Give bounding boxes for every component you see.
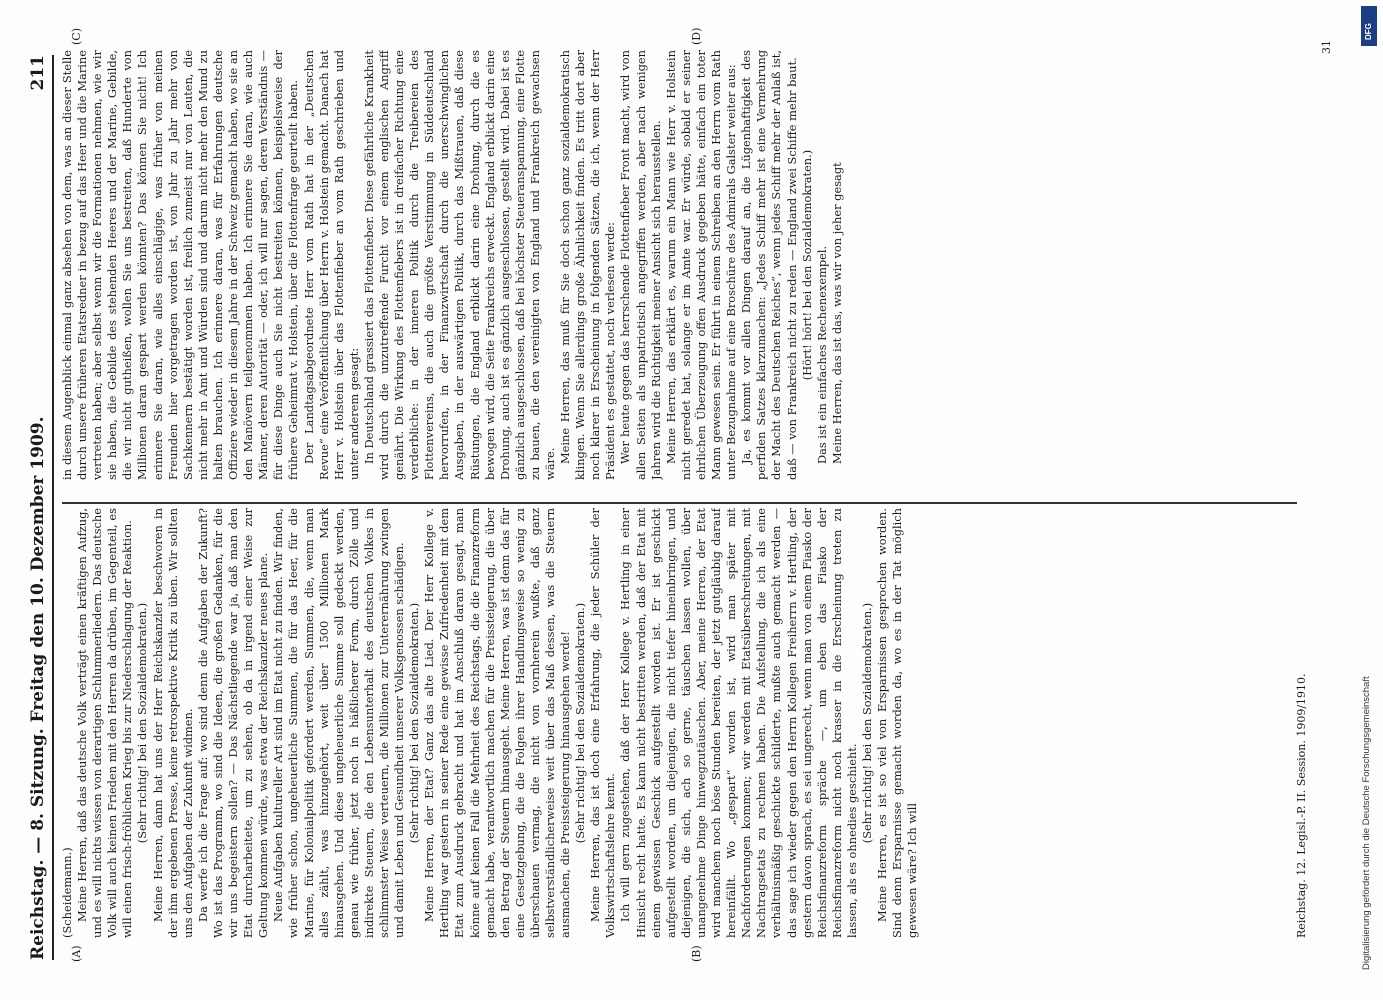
footer-source: Reichstag. 12. Legisl.-P. II. Session. 1909/1910.	[1295, 673, 1308, 938]
funding-notice-text: Digitalisierung gefördert durch die Deutsche Forschungsgemeinschaft	[1361, 676, 1372, 970]
quotation: In Deutschland grassiert das Flottenfieber. Diese gefährliche Krankheit wird durch die unzutreffende Furcht vor einem englischen Angriff genährt. Die Wirkung des Flottenfiebers ist in dreifacher Richtung eine verderbliche: in der inneren Politik durch die Treibereien des Flottenvereins, die auch die größte Verstimmung in Süddeutschland hervorrufen, in der Finanzwirtschaft durch die unerschwinglichen Ausgaben, in der auswärtigen Politik, durch das Mißtrauen, daß diese Rüstungen, die England erblickt darin eine Drohung, durch die es bewogen wird, die Seite Frankreichs erweckt. England erblickt darin eine Drohung, auch ist es gänzlich ausgeschlossen, gestellt wird. Dabei ist es gänzlich ausgeschlossen, daß bei höchster Steueranspannung, eine Flotte zu bauen, die den vereinigten von England und Frankreich gewachsen wäre.	[361, 50, 557, 480]
paragraph: Der Landtagsabgeordnete Herr vom Rath hat in der „Deutschen Revue“ eine Veröffentlichung über Herrn v. Holstein gemacht. Danach hat Herr v. Holstein über das Flottenfieber an vom Rath geschrieben und unter anderem gesagt:	[301, 50, 361, 480]
quotation: Ja, es kommt vor allen Dingen darauf an, die Lügenhaftigkeit des perfiden Satzes klarzumachen: „Jedes Schiff mehr ist eine Vermehrung der Macht des Deutschen Reiches“, wenn jedes Schiff mehr der Anlaß ist, daß — von Frankreich nicht zu reden — England zwei Schiffe mehr baut.	[739, 50, 799, 480]
margin-letter-b: (B)	[690, 945, 703, 962]
paragraph: Meine Herren, der Etat? Ganz das alte Lied. Der Herr Kollege v. Hertling war gestern in seiner Rede eine gewisse Zufriedenheit mit dem Etat zum Ausdruck gebracht und hat im Anschluß daran gesagt, man könne auf keinen Fall die Mehrheit des Reichstags, die die Finanzreform gemacht habe, verantwortlich machen für die Preissteigerung, die über den Betrag der Steuern hinausgeht. Meine Herren, was ist denn das für eine Gesetzgebung, die die Folgen ihrer Handlungsweise so wenig zu überschauen vermag, die nicht von vornherein wußte, daß ganz selbstverständlicherweise weit über das Maß dessen, was die Steuern ausmachen, die Preissteigerung hinausgehen werde!	[422, 508, 573, 938]
paragraph: Meine Herren, das muß für Sie doch schon ganz sozialdemokratisch klingen. Wenn Sie allerdings große Ähnlichkeit finden. Es tritt dort aber noch klarer in Erscheinung in folgenden Sätzen, die ich, wenn der Herr Präsident es gestattet, noch verlesen werde:	[558, 50, 618, 480]
paragraph: Meine Herren, daß das deutsche Volk verträgt einen kräftigen Aufzug, und es will nichts wissen von derartigen Schlummerliedern. Das deutsche Volk will auch keinen Frieden mit den Herren da drüben, im Gegenteil, es will einen frisch-fröhlichen Krieg bis zur Niederschlagung der Reaktion.	[75, 508, 135, 938]
paragraph: Das ist ein einfaches Rechenexempel.	[814, 245, 829, 464]
paragraph: Neue Aufgaben kultureller Art sind im Etat nicht zu finden. Wir finden, wie früher schon, ungeheuerliche Summen, die für das Heer, für die Marine, für Kolonialpolitik gefordert werden, Summen, die, wenn man alles zählt, was hinzugehört, weit über 1500 Millionen Mark hinausgehen. Und diese ungeheuerliche Summe soll gedeckt werden, genau wie früher, jetzt noch in häßlicherer Form, durch Zölle und indirekte Steuern, die den Lebensunterhalt des deutschen Volkes in schlimmster Weise verteuern, die Millionen zur Unterernährung zwingen und damit Leben und Gesundheit unserer Volksgenossen schädigen.	[271, 508, 407, 938]
paragraph: Da werfe ich die Frage auf: wo sind denn die Aufgaben der Zukunft? Wo ist das Programm, wo sind die Ideen, die großen Gedanken, für die wir uns begeistern sollen? — Das Nächstliegende war ja, daß man den Etat durcharbeitete, um zu sehen, ob da in irgend einer Weise zur Geltung kommen würde, was etwa der Reichskanzler neues plane.	[195, 508, 271, 938]
interjection: (Sehr richtig! bei den Sozialdemokraten.)	[859, 602, 874, 844]
paragraph: Meine Herren, dann hat uns der Herr Reichskanzler beschworen in der ihm ergebenen Presse, keine retrospektive Kritik zu üben. Wir sollten uns den Aufgaben der Zukunft widmen.	[150, 508, 195, 938]
left-column	[60, 508, 1300, 938]
quotation: Wer heute gegen das herrschende Flottenfieber Front macht, wird von allen Seiten als unpatriotisch angegriffen werden, aber nach wenigen Jahren wird die Richtigkeit meiner Ansicht sich herausstellen.	[618, 50, 663, 480]
funding-notice	[1347, 10, 1377, 970]
paragraph: Meine Herren, es ist so viel von Ersparnissen gesprochen worden. Sind denn Ersparnisse gemacht worden da, wo es in der Tat möglich gewesen wäre? Ich will	[875, 508, 920, 938]
paragraph: Meine Herren, das erklärt es, warum ein Mann wie Herr v. Holstein nicht geredet hat, solange er im Amte war. Er würde, sobald er seiner ehrlichen Überzeugung offen Ausdruck gegeben hätte, einfach ein toter Mann gewesen sein. Er führt in einem Schreiben an den Herrn vom Rath unter Bezugnahme auf eine Broschüre des Admirals Galster weiter aus:	[663, 50, 739, 480]
interjection: (Hört! hört! bei den Sozialdemokraten.)	[799, 149, 814, 381]
interjection: (Sehr richtig! bei den Sozialdemokraten.)	[407, 602, 422, 844]
paragraph: Meine Herren, das ist das, was wir von jeher gesagt	[829, 162, 844, 464]
dfg-logo	[1361, 6, 1377, 46]
dfg-logo-text: DFG	[1364, 23, 1373, 40]
page-header	[24, 55, 54, 960]
page-number: 211	[28, 55, 48, 91]
margin-letter-a: (A)	[70, 945, 83, 962]
paragraph: Meine Herren, das ist doch eine Erfahrung, die jeder Schüler der Volkswirtschaftslehre kennt.	[588, 508, 618, 938]
interjection: (Sehr richtig! bei den Sozialdemokraten.)	[573, 602, 588, 844]
margin-letter-c: (C)	[70, 28, 83, 45]
header-title: Reichstag. — 8. Sitzung. Freitag den 10. Dezember 1909.	[28, 416, 48, 960]
right-column	[60, 50, 1285, 480]
signature-number: 31	[1320, 40, 1333, 54]
interjection: (Sehr richtig! bei den Sozialdemokraten.)	[135, 602, 150, 844]
column-divider	[62, 503, 1297, 505]
paragraph: Ich will gern zugestehen, daß der Herr Kollege v. Hertling in einer Hinsicht recht hatte. Es kann nicht bestritten werden, daß der Etat mit einem gewissen Geschick aufgestellt worden ist. Er ist geschickt aufgestellt worden, um diejenigen, die nicht tiefer hineinbringen, und diejenigen, die sich, ach so gerne, täuschen lassen wollen, über unangenehme Dinge hinwegzutäuschen. Aber, meine Herren, der Etat wird manchem noch böse Stunden bereiten, der jetzt gutgläubig darauf hereinfällt. Wo „gespart“ worden ist, wird man später mit Nachforderungen kommen; wir werden mit Etatsüberschreitungen, mit Nachtragsetats zu rechnen haben. Die Aufstellung, die ich als eine verhältnismäßig geschickte schilderte, mußte auch gemacht werden — das sage ich wieder gegen den Herrn Kollegen Freiherrn v. Hertling, der gestern davon sprach, es sei ungerecht, wenn man von einem Fiasko der Reichsfinanzreform spräche —, um eben das Fiasko der Reichsfinanzreform nicht noch krasser in die Erscheinung treten zu lassen, als es ohnedies geschieht.	[618, 508, 859, 938]
margin-letter-d: (D)	[690, 27, 703, 45]
paragraph: in diesem Augenblick einmal ganz absehen von dem, was an dieser Stelle durch unsere früheren Etatsredner in bezug auf das Heer und die Marine vertreten haben; aber selbst wenn wir die Formationen nehmen, wie wir sie haben, die Gebilde des stehenden Heeres und der Marine, Gebilde, die wir nicht gutheißen, wollen Sie uns bestreiten, daß Hunderte von Millionen daran gespart werden könnten? Das können Sie nicht! Ich erinnere Sie daran, wie alles einschlägige, was früher von meinen Freunden hier vorgetragen worden ist, von Jahr zu Jahr mehr von Sachkennern bestätigt worden ist, freilich zumeist nur von Leuten, die nicht mehr in Amt und Würden sind und darum nicht mehr den Mund zu halten brauchen. Ich erinnere daran, was für Erfahrungen deutsche Offiziere wieder in diesem Jahre in der Schweiz gemacht haben, wo sie an den Manövern teilgenommen haben. Ich erinnere Sie daran, wie auch Männer, deren Autorität — oder, ich will nur sagen, deren Verständnis — für diese Dinge auch Sie nicht bestreiten können, beispielsweise der frühere Geheimrat v. Holstein, über die Flottenfrage geurteilt haben.	[60, 50, 301, 480]
speaker-name: (Scheidemann.)	[60, 847, 74, 938]
